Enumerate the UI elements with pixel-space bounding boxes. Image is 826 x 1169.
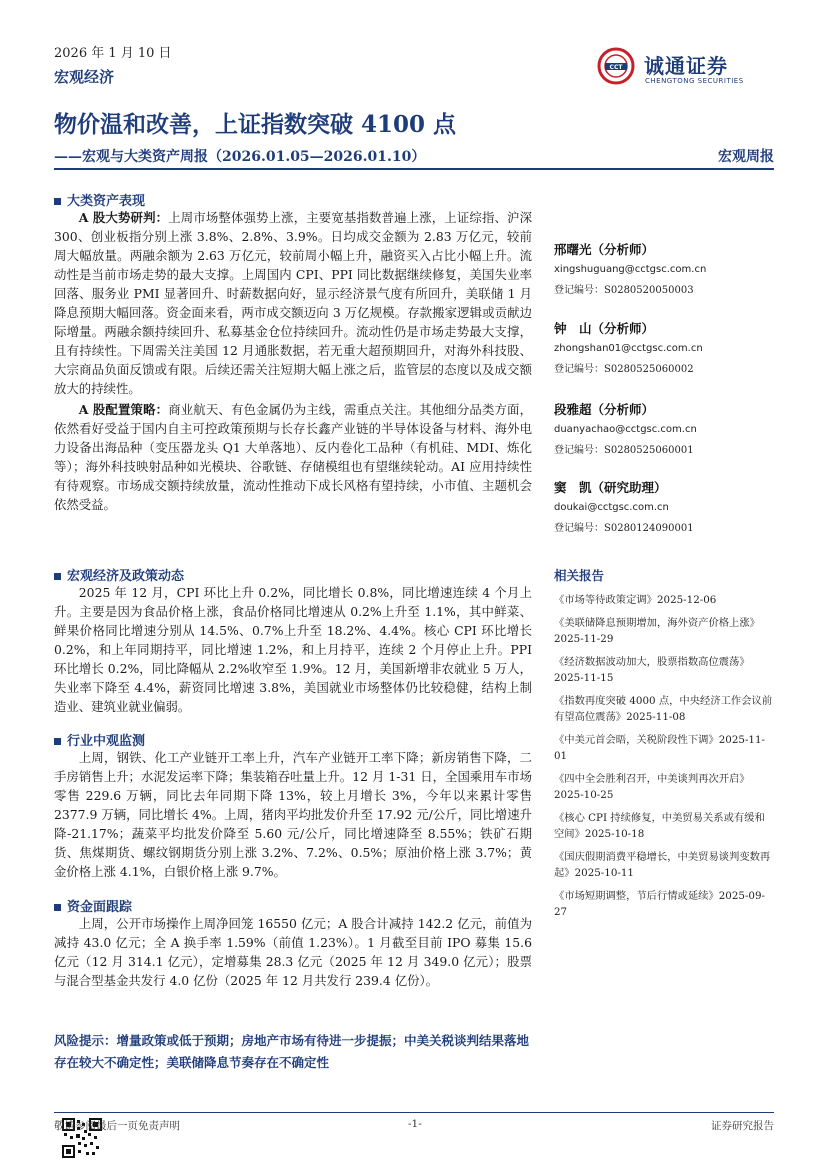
footer-disclaimer-link[interactable]: 敬请参阅最后一页免责声明	[54, 1120, 180, 1132]
paragraph-label: A 股大势研判：	[78, 210, 169, 225]
analyst-name: 钟 山（分析师）	[554, 321, 655, 336]
paragraph-a-share-outlook: A 股大势研判：上周市场整体强势上涨，主要宽基指数普遍上涨，上证综指、沪深 300、创业板指分别上涨 3.8%、2.8%、3.9%。日均成交金额为 2.83 万亿元，较前周大幅放量。两融余额为 2.63 万亿元，较前周小幅上升，融资买入占比小幅上升。流动性是当前市场走势的最大支撑。上周国内 CPI、PPI 同比数据继续修复，美国失业率回落、服务业 PMI 显著回升、时薪数据向好，显示经济景气度有所回升，美联储 1 月降息预期大幅回落。资金面来看，两市成交额迈向 3 万亿规模。存款搬家逻辑或贡献边际增量。两融余额持续回升、私募基金仓位持续回升。流动性仍是市场走势最大支撑，且有持续性。下周需关注美国 12 月通胀数据，若无重大超预期回升，对海外科技股、大宗商品负面反馈或有限。后续还需关注短期大幅上涨之后，监管层的态度以及成交额放大的持续性。	[54, 210, 532, 396]
paragraph-liquidity: 上周，公开市场操作上周净回笼 16550 亿元；A 股合计减持 142.2 亿元，前值为减持 43.0 亿元；全 A 换手率 1.59%（前值 1.23%）。1 月截至目前 IPO 募集 15.6 亿元（12 月 314.1 亿元），定增募集 28.3 亿元（2025 年 12 月 349.0 亿元）；股票与混合型基金共发行 4.0 亿份（2025 年 12 月共发行 239.4 亿份）。	[54, 916, 532, 988]
related-reports-title: 相关报告	[554, 568, 605, 583]
related-report-item[interactable]: 《市场等待政策定调》2025-12-06	[554, 594, 717, 606]
related-report-item[interactable]: 《中美元首会晤，关税阶段性下调》2025-11-01	[554, 734, 766, 762]
analyst-name: 段雅超（分析师）	[554, 402, 655, 417]
paragraph-industry: 上周，钢铁、化工产业链开工率上升，汽车产业链开工率下降；新房销售下降，二手房销售上升；水泥发运率下降；集装箱吞吐量上升。12 月 1-31 日，全国乘用车市场零售 229.6 万辆，同比去年同期下降 13%，较上月增长 3%，今年以来累计零售 2377.9 万辆，同比增长 4%。上周，猪肉平均批发价升至 17.92 元/公斤，同比增速升降-21.17%；蔬菜平均批发价降至 5.60 元/公斤，同比增速降至 8.55%；铁矿石期货、焦煤期货、螺纹钢期货分别上涨 3.2%、7.2%、0.5%；原油价格上涨 3.7%；黄金价格上涨 4.1%，白银价格上涨 9.7%。	[54, 750, 532, 879]
analyst-email[interactable]: zhongshan01@cctgsc.com.cn	[554, 343, 703, 354]
footer-divider	[54, 1112, 774, 1113]
page-number: -1-	[408, 1118, 422, 1130]
paragraph-a-share-strategy: A 股配置策略：商业航天、有色金属仍为主线，需重点关注。其他细分品类方面，依然看好受益于国内自主可控政策预期与长存长鑫产业链的半导体设备与材料、海外电力设备出海品种（变压器龙头 Q1 大单落地）、反内卷化工品种（有机硅、MDI、炼化等）；海外科技映射品种如光模块、谷歌链、存储模组也有望继续轮动。AI 应用持续性有待观察。市场成交额持续放量，流动性推动下成长风格有望持续，小市值、主题机会依然受益。	[54, 402, 532, 512]
related-report-item[interactable]: 《指数再度突破 4000 点，中央经济工作会议前有望高位震荡》2025-11-08	[554, 695, 773, 723]
report-type: 宏观周报	[718, 149, 774, 165]
paragraph-macro: 2025 年 12 月，CPI 环比上升 0.2%，同比增长 0.8%，同比增速连续 4 个月上升。主要是因为食品价格上涨，食品价格同比增速从 0.2%上升至 1.1%，其中鲜菜、鲜果价格同比增速分别从 14.5%、0.7%上升至 18.2%、4.4%。核心 CPI 环比增长 0.2%，和上年同期持平，同比增速 1.2%，和上月持平，连续 2 个月停止上升。PPI 环比增长 0.2%，同比降幅从 2.2%收窄至 1.9%。12 月，美国新增非农就业 5 万人，失业率下降至 4.4%，薪资同比增速 3.8%，美国就业市场整体仍比较稳健，结构上制造业、建筑业就业偏弱。	[54, 585, 532, 714]
section-heading-industry: 行业中观监测	[54, 730, 145, 749]
section-body-industry	[54, 748, 532, 881]
related-reports-list	[554, 592, 774, 920]
analyst-email[interactable]: doukai@cctgsc.com.cn	[554, 502, 669, 513]
logo-text-en: CHENGTONG SECURITIES	[645, 77, 744, 85]
related-report-item[interactable]: 《核心 CPI 持续修复，中美贸易关系或有缓和空间》2025-10-18	[554, 812, 765, 840]
risk-warning: 风险提示：增量政策或低于预期；房地产市场有待进一步提振；中美关税谈判结果落地存在较大不确定性；美联储降息节奏存在不确定性	[54, 1033, 530, 1070]
related-reports	[554, 566, 774, 927]
section-heading-macro: 宏观经济及政策动态	[54, 565, 184, 584]
section-heading-liquidity: 资金面跟踪	[54, 896, 132, 915]
related-report-item[interactable]: 《四中全会胜利召开，中美谈判再次开启》2025-10-25	[554, 773, 750, 801]
analyst-card	[554, 478, 774, 534]
square-bullet-icon	[54, 738, 61, 745]
related-report-item[interactable]: 《市场短期调整，节后行情或延续》2025-09-27	[554, 890, 766, 918]
analyst-email[interactable]: duanyachao@cctgsc.com.cn	[554, 424, 697, 435]
logo-mark-icon	[597, 47, 635, 85]
page-title: 物价温和改善，上证指数突破 4100 点	[54, 111, 457, 138]
analyst-registration: 登记编号：S0280520050003	[554, 285, 694, 296]
square-bullet-icon	[54, 904, 61, 911]
analyst-registration: 登记编号：S0280124090001	[554, 523, 694, 534]
report-category: 宏观经济	[54, 68, 115, 86]
page-subtitle: ——宏观与大类资产周报（2026.01.05—2026.01.10）	[54, 149, 426, 165]
section-heading-assets: 大类资产表现	[54, 190, 145, 209]
report-date: 2026 年 1 月 10 日	[54, 46, 172, 61]
logo-text-cn: 诚通证券	[644, 54, 728, 78]
related-report-item[interactable]: 《美联储降息预期增加，海外资产价格上涨》2025-11-29	[554, 617, 760, 645]
analyst-registration: 登记编号：S0280525060002	[554, 364, 694, 375]
section-body-macro	[54, 583, 532, 716]
related-report-item[interactable]: 《国庆假期消费平稳增长，中美贸易谈判变数再起》2025-10-11	[554, 851, 771, 879]
analyst-card	[554, 400, 774, 456]
paragraph-label: A 股配置策略：	[78, 402, 169, 417]
analyst-email[interactable]: xingshuguang@cctgsc.com.cn	[554, 264, 707, 275]
square-bullet-icon	[54, 198, 61, 205]
analyst-registration: 登记编号：S0280525060001	[554, 445, 694, 456]
header-divider	[54, 168, 774, 170]
footer-report-label: 证券研究报告	[711, 1120, 774, 1132]
company-logo	[597, 47, 635, 85]
analyst-card	[554, 240, 774, 296]
square-bullet-icon	[54, 573, 61, 580]
logo-mark-text: CCT	[609, 64, 623, 71]
section-body-assets	[54, 208, 532, 514]
analyst-name: 邢曙光（分析师）	[554, 242, 655, 257]
analyst-card	[554, 319, 774, 375]
section-body-liquidity	[54, 914, 532, 990]
related-report-item[interactable]: 《经济数据波动加大，股票指数高位震荡》2025-11-15	[554, 656, 750, 684]
analyst-name: 窦 凯（研究助理）	[554, 480, 667, 495]
